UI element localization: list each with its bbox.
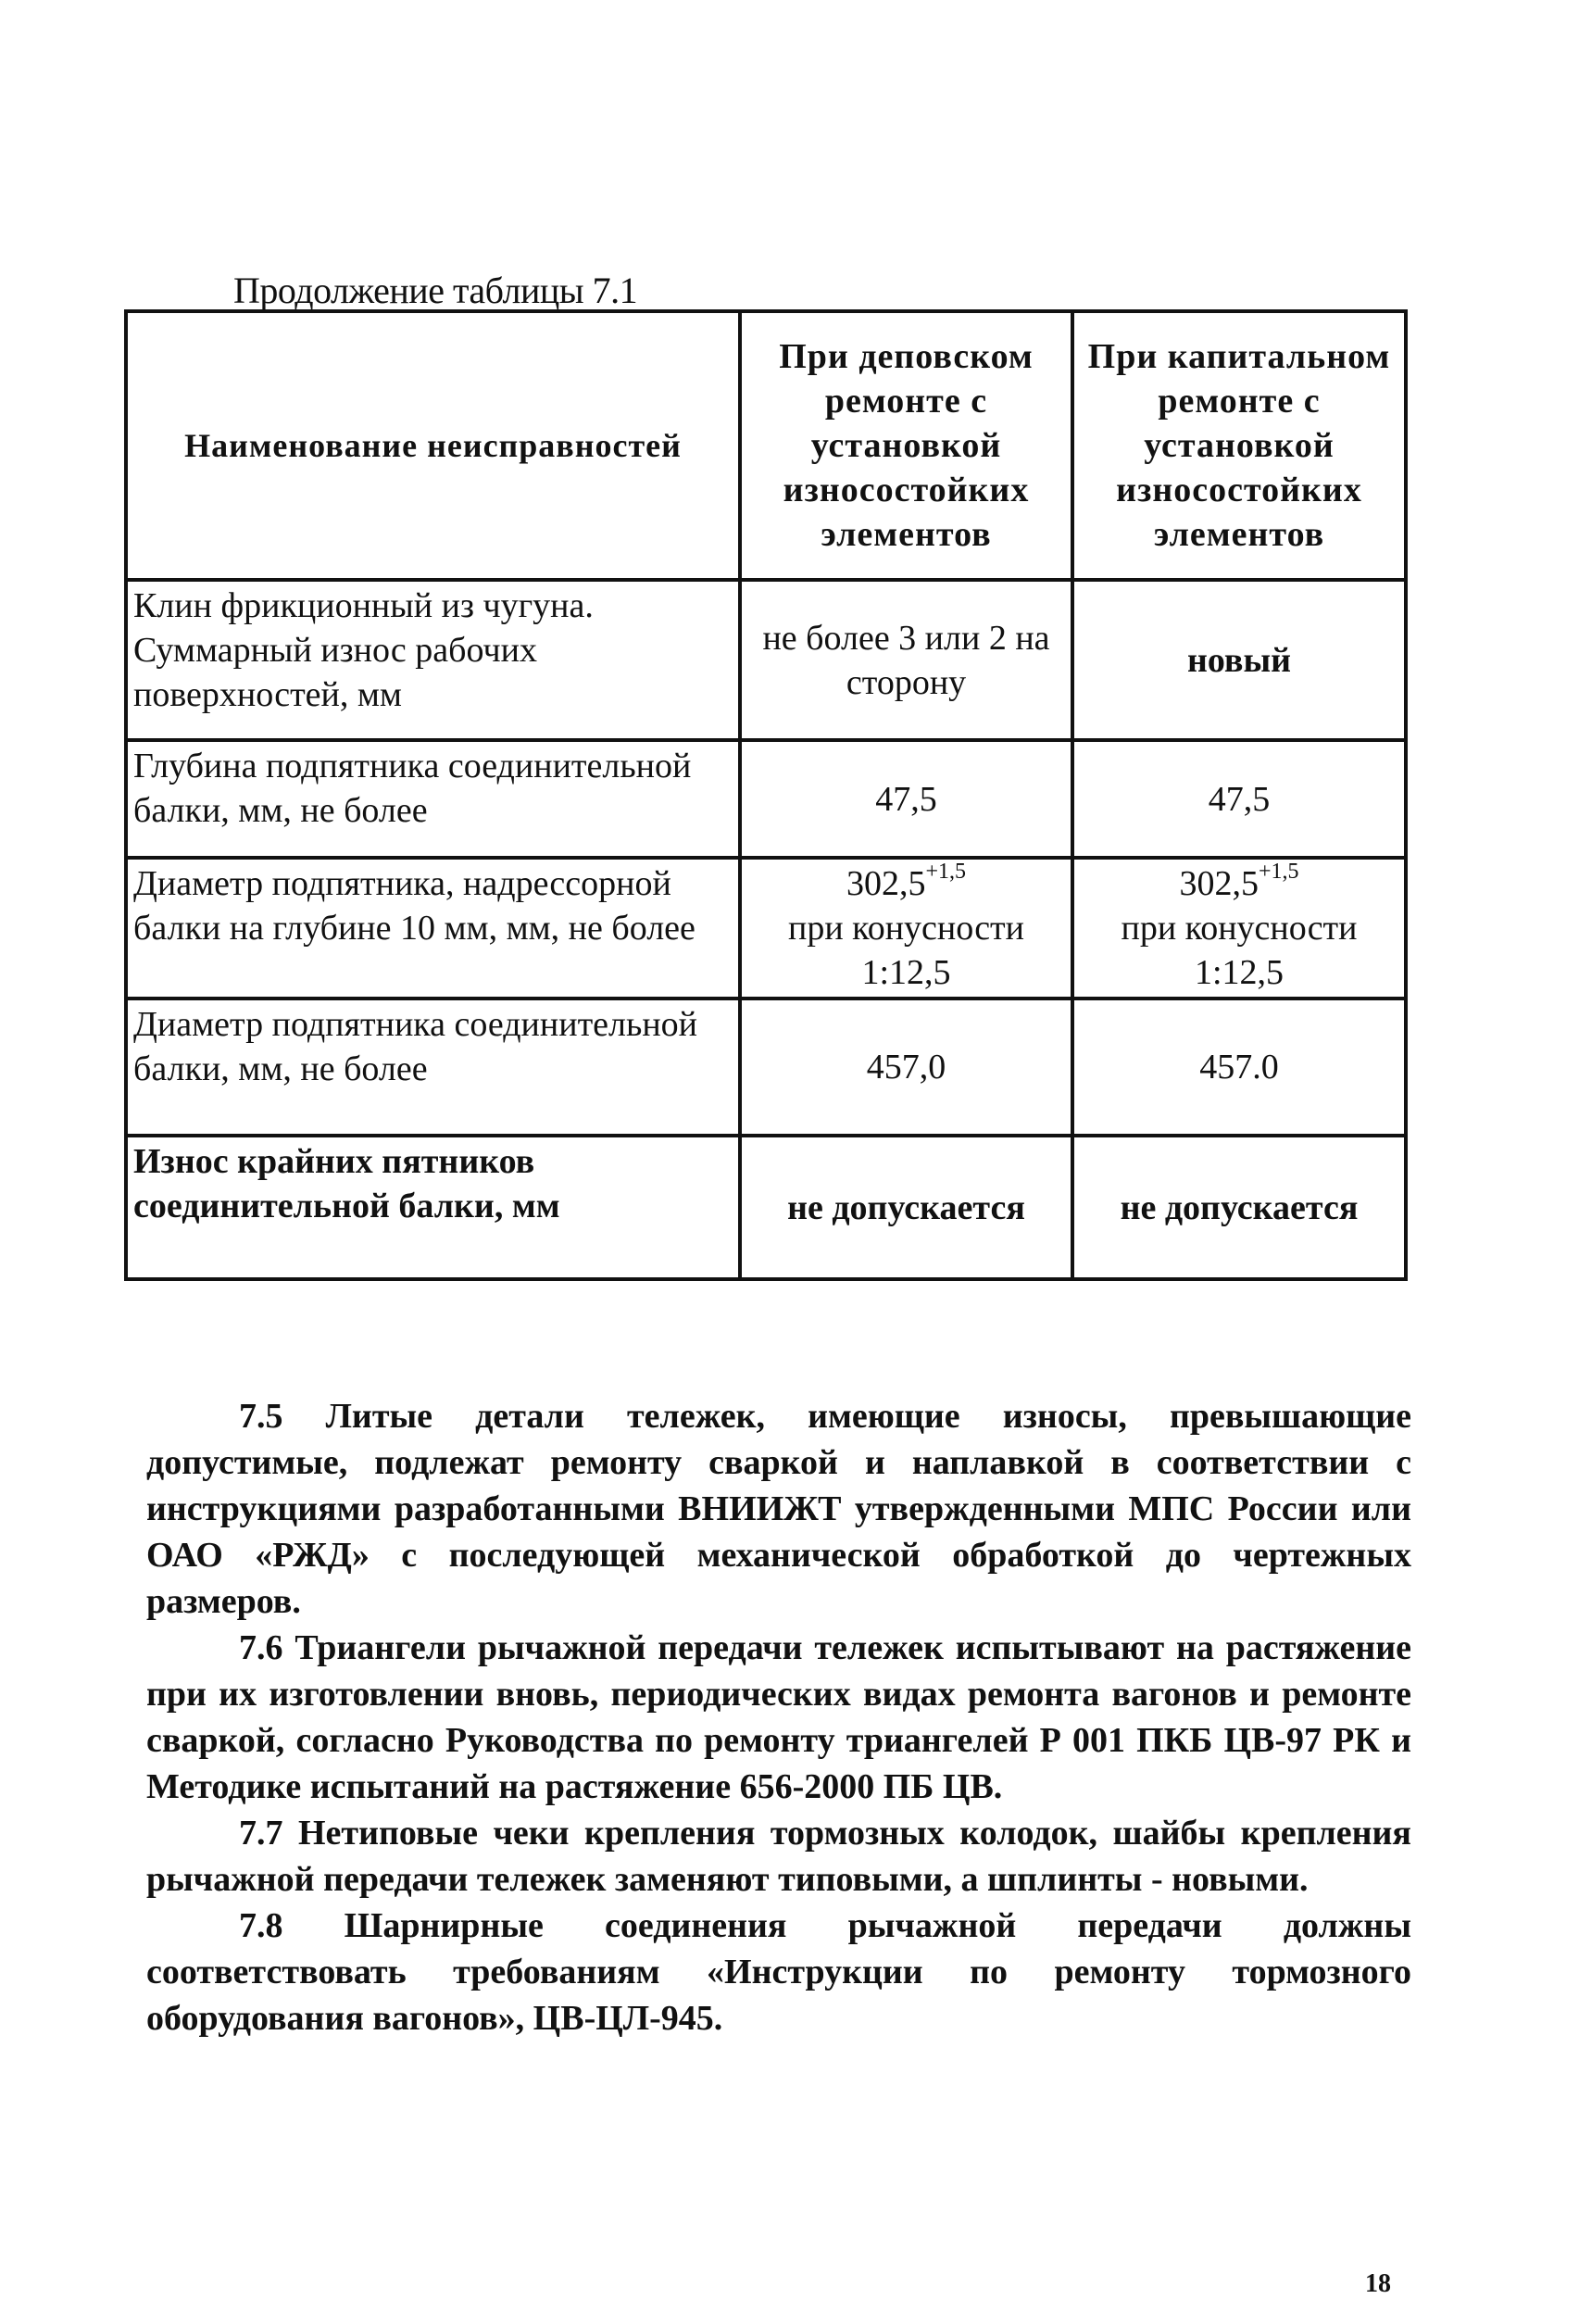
header-capital-repair: При капитальном ремонте с установкой износостойких элементов xyxy=(1072,311,1406,580)
row-defect-name: Износ крайних пятников соединительной балки, мм xyxy=(126,1136,740,1279)
table-row xyxy=(126,858,1406,999)
header-defect-name: Наименование неисправностей xyxy=(126,311,740,580)
row-depot-value: не допускается xyxy=(740,1136,1072,1279)
row-capital-value: 47,5 xyxy=(1072,740,1406,858)
row-capital-value: не допускается xyxy=(1072,1136,1406,1279)
row-defect-name: Глубина подпятника соединительной балки, мм, не более xyxy=(126,740,740,858)
depot-diameter-note: при конусности 1:12,5 xyxy=(788,909,1024,992)
table-row xyxy=(126,999,1406,1136)
capital-diameter-note: при конусности 1:12,5 xyxy=(1121,909,1358,992)
row-depot-value xyxy=(740,858,1072,999)
table-row xyxy=(126,1136,1406,1279)
header-depot-repair: При деповском ремонте с установкой износостойких элементов xyxy=(740,311,1072,580)
depot-diameter-value: 302,5 xyxy=(846,864,926,903)
table-row xyxy=(126,740,1406,858)
row-capital-value: 457.0 xyxy=(1072,999,1406,1136)
page-number: 18 xyxy=(1365,2269,1391,2298)
paragraph-7-7: 7.7 Нетиповые чеки крепления тормозных колодок, шайбы крепления рычажной передачи тележек заменяют типовыми, а шплинты - новыми. xyxy=(146,1814,1411,1899)
table-caption: Продолжение таблицы 7.1 xyxy=(233,270,638,311)
depot-diameter-tolerance: +1,5 xyxy=(925,860,967,885)
row-defect-name: Клин фрикционный из чугуна. Суммарный износ рабочих поверхностей, мм xyxy=(126,580,740,740)
row-depot-value: 457,0 xyxy=(740,999,1072,1136)
table-row xyxy=(126,580,1406,740)
row-defect-name: Диаметр подпятника, надрессорной балки на глубине 10 мм, мм, не более xyxy=(126,858,740,999)
body-text xyxy=(146,1393,1411,2041)
table-header-row xyxy=(126,311,1406,580)
row-depot-value: 47,5 xyxy=(740,740,1072,858)
row-capital-value xyxy=(1072,858,1406,999)
paragraph-7-5: 7.5 Литые детали тележек, имеющие износы, превышающие допустимые, подлежат ремонту сваркой и наплавкой в соответствии с инструкциями разработанными ВНИИЖТ утвержденными МПС России или ОАО «РЖД» с последующей механической обработкой до чертежных размеров. xyxy=(146,1397,1411,1621)
paragraph-7-6: 7.6 Триангели рычажной передачи тележек испытывают на растяжение при их изготовлении вновь, периодических видах ремонта вагонов и ремонте сваркой, согласно Руководства по ремонту триангелей Р 001 ПКБ ЦВ-97 РК и Методике испытаний на растяжение 656-2000 ПБ ЦВ. xyxy=(146,1628,1411,1806)
capital-diameter-tolerance: +1,5 xyxy=(1258,860,1299,885)
capital-diameter-value: 302,5 xyxy=(1179,864,1259,903)
row-defect-name: Диаметр подпятника соединительной балки, мм, не более xyxy=(126,999,740,1136)
paragraph-7-8: 7.8 Шарнирные соединения рычажной передачи должны соответствовать требованиям «Инструкции по ремонту тормозного оборудования вагонов», ЦВ-ЦЛ-945. xyxy=(146,1906,1411,2038)
row-capital-value: новый xyxy=(1072,580,1406,740)
defects-table xyxy=(124,309,1408,1281)
row-depot-value: не более 3 или 2 на сторону xyxy=(740,580,1072,740)
